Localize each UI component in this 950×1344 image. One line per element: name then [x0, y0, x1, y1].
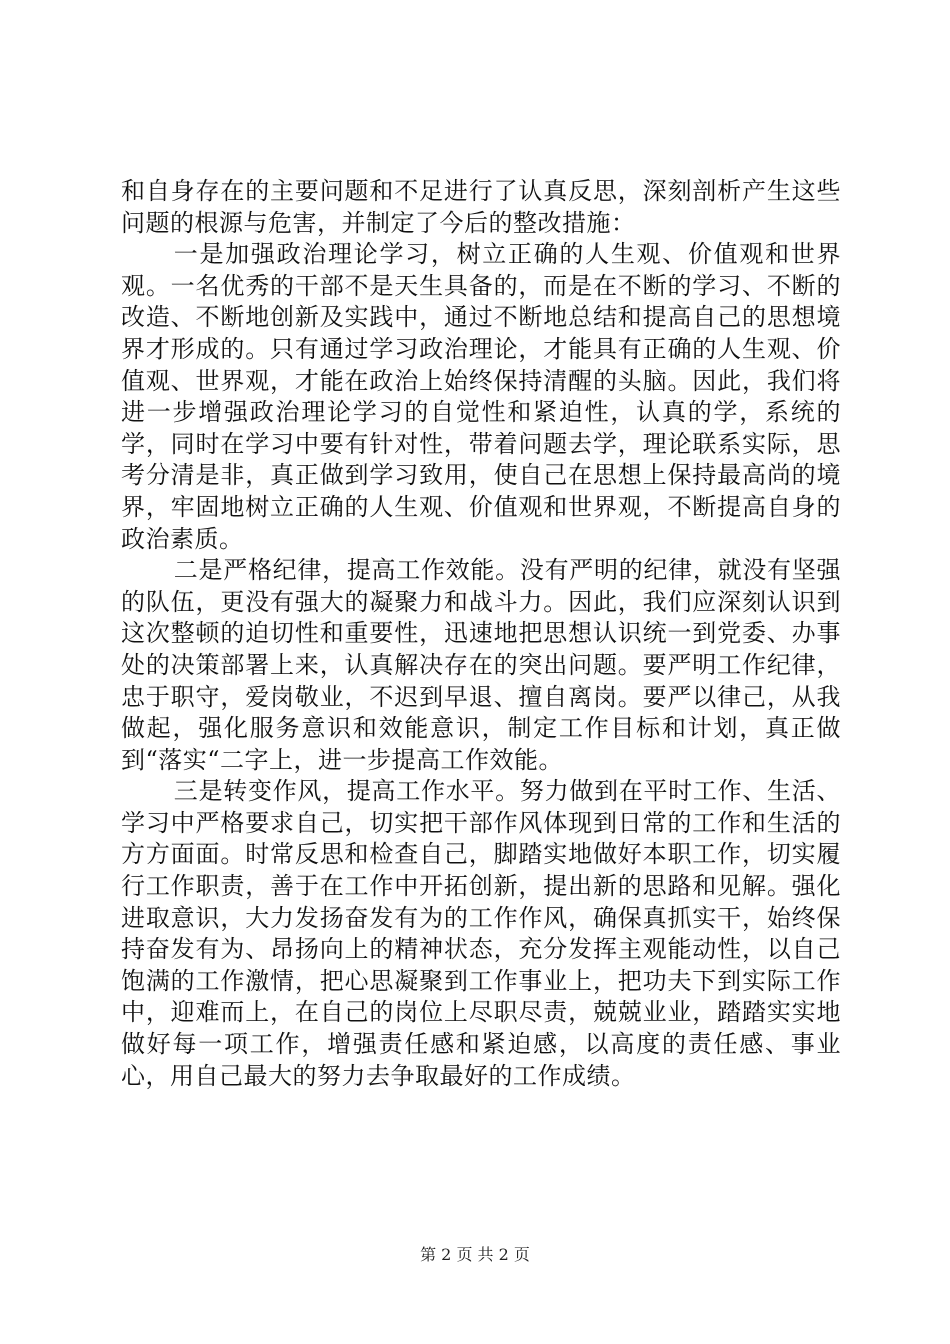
document-body: [121, 176, 841, 1092]
paragraph-point-two: 二是严格纪律，提高工作效能。没有严明的纪律，就没有坚强的队伍，更没有强大的凝聚力和战斗力。因此，我们应深刻认识到这次整顿的迫切性和重要性，迅速地把思想认识统一到党委、办事处的决策部署上来，认真解决存在的突出问题。要严明工作纪律，忠于职守，爱岗敬业，不迟到早退、擅自离岗。要严以律己，从我做起，强化服务意识和效能意识，制定工作目标和计划，真正做到“落实“二字上，进一步提高工作效能。: [121, 556, 841, 774]
paragraph-point-one: 一是加强政治理论学习，树立正确的人生观、价值观和世界观。一名优秀的干部不是天生具备的，而是在不断的学习、不断的改造、不断地创新及实践中，通过不断地总结和提高自己的思想境界才形成的。只有通过学习政治理论，才能具有正确的人生观、价值观、世界观，才能在政治上始终保持清醒的头脑。因此，我们将进一步增强政治理论学习的自觉性和紧迫性，认真的学，系统的学，同时在学习中要有针对性，带着问题去学，理论联系实际，思考分清是非，真正做到学习致用，使自己在思想上保持最高尚的境界，牢固地树立正确的人生观、价值观和世界观，不断提高自身的政治素质。: [121, 240, 841, 553]
page-footer: 第 2 页 共 2 页: [420, 1245, 530, 1264]
paragraph-intro: 和自身存在的主要问题和不足进行了认真反思，深刻剖析产生这些问题的根源与危害，并制定了今后的整改措施：: [121, 177, 841, 237]
paragraph-point-three: 三是转变作风，提高工作水平。努力做到在平时工作、生活、学习中严格要求自己，切实把干部作风体现到日常的工作和生活的方方面面。时常反思和检查自己，脚踏实地做好本职工作，切实履行工作职责，善于在工作中开拓创新，提出新的思路和见解。强化进取意识，大力发扬奋发有为的工作作风，确保真抓实干，始终保持奋发有为、昂扬向上的精神状态，充分发挥主观能动性，以自己饱满的工作激情，把心思凝聚到工作事业上，把功夫下到实际工作中，迎难而上，在自己的岗位上尽职尽责，兢兢业业，踏踏实实地做好每一项工作，增强责任感和紧迫感，以高度的责任感、事业心，用自己最大的努力去争取最好的工作成绩。: [121, 777, 841, 1090]
